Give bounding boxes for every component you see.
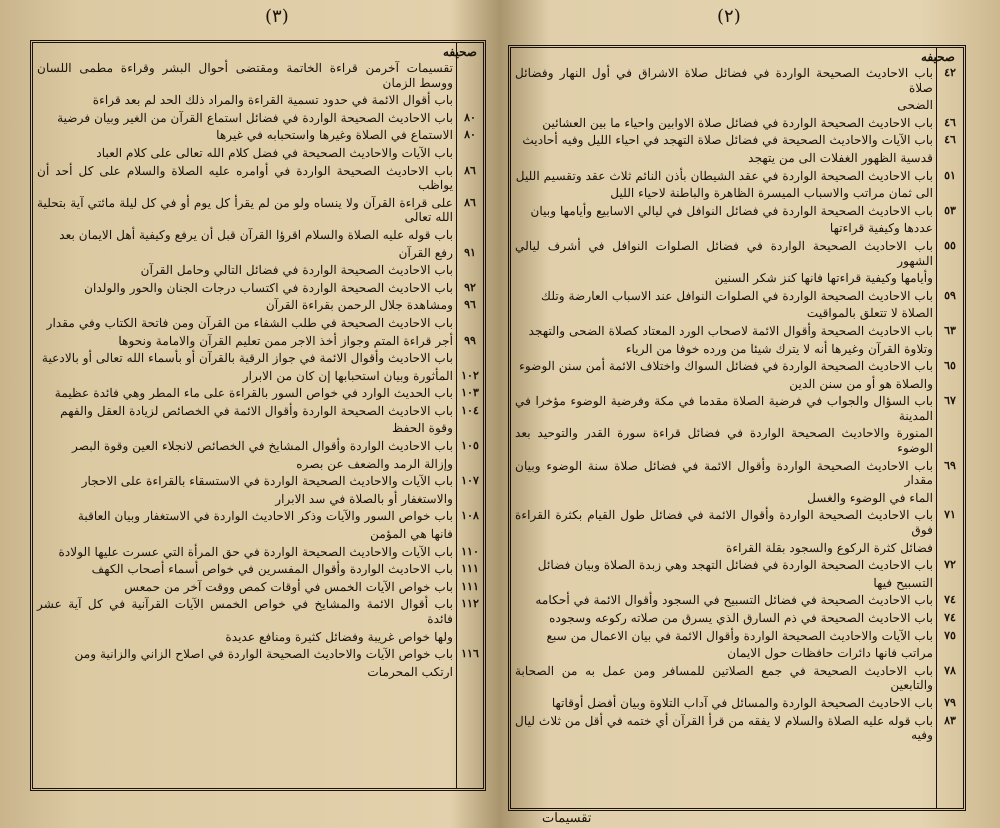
entry-title: باب خواص السور والآيات وذكر الاحاديث الواردة في الاستغفار وبيان العاقبة — [77, 509, 453, 524]
toc-entry — [515, 115, 956, 131]
entry-title: على قراءة القرآن ولا ينساه ولو من لم يقرأ كل يوم أو في كل ليلة مائتي آية بتحلية الله تعالى — [37, 195, 453, 225]
entry-page-number: ١٠٨ — [461, 509, 479, 523]
page-number: (٢) — [717, 6, 741, 27]
toc-entry — [37, 351, 453, 366]
entry-title: والاستغفار أو بالصلاة في سد الابرار — [275, 491, 453, 506]
toc-entry — [515, 306, 933, 321]
entry-title: باب الآيات والاحاديث الصحيحة في فضائل صلاة التهجد في احياء الليل وفيه أحاديث — [522, 133, 933, 148]
entry-page-number: ٩٩ — [464, 333, 476, 347]
entry-title: باب الاحاديث الصحيحة الواردة في اكتساب درجات الجنان والحور والولدان — [84, 280, 453, 295]
entry-title: ومشاهدة جلال الرحمن بقراءة القرآن — [265, 298, 453, 313]
toc-entry — [37, 457, 453, 472]
entry-title: ولها خواص غريبة وفضائل كثيرة ومنافع عديدة — [225, 629, 453, 644]
entry-page-number: ٧٨ — [944, 663, 956, 677]
entry-page-number: ٤٢ — [944, 66, 956, 79]
toc-entry — [515, 713, 956, 743]
entry-page-number: ١٠٣ — [461, 386, 479, 400]
entry-title: رفع القرآن — [398, 245, 453, 260]
entry-page-number: ٩٢ — [464, 280, 476, 294]
toc-entry — [515, 323, 956, 339]
entry-title: فضائل كثرة الركوع والسجود بقلة القراءة — [726, 540, 933, 555]
toc-entry — [515, 593, 956, 608]
entry-page-number: ٧٤ — [944, 611, 956, 624]
entry-title: قدسية الظهور الغفلات الى من يتهجد — [748, 150, 933, 165]
entry-title: الى ثمان مراتب والاسباب الميسرة الظاهرة والباطنة لاحياء الليل — [610, 186, 933, 201]
entry-page-number: ٨٣ — [944, 713, 956, 727]
entry-page-number: ١١٢ — [461, 597, 479, 611]
entry-title: فانها هي المؤمن — [370, 527, 453, 542]
entry-title: الماء في الوضوء والغسل — [807, 490, 933, 505]
toc-entry — [37, 228, 453, 243]
entry-page-number: ٤٦ — [944, 115, 956, 129]
entry-page-number: ٧٥ — [944, 628, 956, 642]
toc-entry — [37, 544, 479, 560]
toc-entry — [37, 579, 479, 595]
toc-entry — [515, 695, 956, 711]
entry-title: باب خواص الآيات الخمس في أوقات كمص ووقت آخر من حمعس — [124, 579, 453, 594]
toc-entry — [37, 280, 476, 296]
entry-title: باب أقوال الائمة في حدود تسمية القراءة والمراد ذلك الحد لم بعد قراءة — [92, 93, 453, 108]
toc-entry — [515, 342, 933, 357]
entry-title: وتلاوة القرآن وغيرها أنه لا يترك شيئا من ورده خوفا من الرياء — [625, 341, 933, 356]
entry-title: باب الاحاديث الصحيحة الواردة في فضائل التهجد وهي زبدة الصلاة وبيان فضائل — [537, 558, 933, 573]
toc-entry — [515, 646, 933, 661]
entry-page-number: ٦٣ — [944, 323, 956, 337]
entry-page-number: ١١١ — [461, 579, 479, 593]
entry-title: باب الاحاديث الصحيحة الواردة والمسائل في آداب التلاوة وبيان أفضل أوقاتها — [551, 695, 933, 710]
entry-title: باب الاحاديث الصحيحة في فضائل التسبيح في السجود وأقوال الائمة في أحكامه — [535, 593, 933, 608]
entry-title: أجر قراءة المتم وجواز أخذ الاجر ممن تعليم القرآن والامامة ونحوها — [118, 333, 453, 348]
entry-title: باب قوله عليه الصلاة والسلام لا يفقه من قرأ القرآن أي ختمه في أقل من ثلاث ليال وفيه — [515, 713, 933, 743]
entry-title: باب الآيات والاحاديث الصحيحة الواردة وأقوال الائمة في بيان الاعمال من سبع — [546, 628, 933, 643]
catchword: تقسيمات — [542, 811, 592, 826]
toc-entry — [37, 93, 453, 108]
entry-page-number: ١٠٥ — [461, 439, 479, 453]
entry-title: التسبيح فيها — [873, 575, 933, 590]
toc-entry — [37, 298, 476, 313]
entry-title: المأثورة وبيان استحبابها إن كان من الابرار — [242, 368, 453, 383]
entry-page-number: ٨٠ — [464, 128, 476, 142]
toc-entry — [37, 195, 476, 225]
toc-entry — [515, 98, 933, 113]
entry-page-number: ٦٧ — [944, 394, 956, 408]
toc-entry — [515, 426, 933, 455]
entry-title: عددها وكيفية قراءتها — [829, 221, 933, 236]
toc-entry — [37, 665, 453, 680]
toc-entry — [515, 359, 956, 374]
entry-title: وإزالة الرمد والضعف عن بصره — [296, 456, 453, 471]
entry-page-number: ٥١ — [944, 168, 956, 182]
entry-title: تقسيمات آخرمن قراءة الخاتمة ومقتضى أحوال البشر وقراءة مطمى اللسان ووسط الزمان — [37, 61, 453, 90]
entry-page-number: ٧٤ — [944, 593, 956, 607]
entry-page-number: ٥٣ — [944, 203, 956, 217]
toc-entry — [37, 647, 479, 662]
toc-entry — [37, 562, 479, 577]
toc-entry — [37, 146, 453, 161]
toc-entry — [515, 271, 933, 286]
entry-title: باب الحديث الوارد في خواص السور بالقراءة على ماء المطر وهي فائدة عظيمة — [54, 386, 453, 401]
entry-title: باب الاحاديث الصحيحة الواردة في الصلوات النوافل عند الاسباب العارضة وتلك — [541, 288, 933, 303]
toc-entry — [515, 576, 933, 591]
entry-title: باب الاحاديث الصحيحة الواردة في فضائل صلاة الاوابين واحياء ما بين العشائين — [542, 115, 933, 130]
page-number: (٣) — [265, 6, 289, 27]
entry-title: باب خواص الآيات والاحاديث الصحيحة الواردة في اصلاح الزاني والزانية ومن — [74, 647, 453, 662]
left-page — [0, 0, 498, 828]
entry-title: باب الاحاديث الواردة وأقوال المشايخ في الخصائص لانجلاء العين وقوة البصر — [72, 439, 453, 454]
entry-title: باب الآيات والاحاديث الصحيحة الواردة في حق المرأة التي عسرت عليها الولادة — [58, 544, 453, 559]
entry-title: باب الاحاديث الصحيحة الواردة وأقوال الائمة في الخصائص لزيادة العقل والفهم — [60, 403, 453, 418]
toc-entry — [515, 628, 956, 644]
entry-page-number: ١٠٤ — [461, 403, 479, 417]
column-header: صحيفه — [442, 45, 477, 59]
entry-page-number: ٦٥ — [944, 359, 956, 373]
entry-title: باب الآيات والاحاديث الصحيحة الواردة في الاستسقاء بالقراءة على الاحجار — [81, 474, 453, 489]
toc-entry — [37, 263, 453, 278]
toc-entry — [37, 630, 453, 645]
toc-entry — [37, 439, 479, 454]
toc-entry — [515, 558, 956, 573]
toc-entry — [515, 377, 933, 392]
toc-entries — [515, 66, 956, 804]
entry-page-number: ٩٦ — [464, 298, 476, 312]
toc-entry — [515, 133, 956, 148]
entry-title: باب الاحاديث الصحيحة في جمع الصلاتين للمسافر ومن عمل به من الصحابة والتابعين — [515, 663, 933, 693]
toc-entry — [515, 458, 956, 488]
entry-page-number: ٧٩ — [944, 695, 956, 709]
entry-title: باب الاحاديث الصحيحة الواردة في فضائل استماع القرآن من الغير وبيان فرضية — [57, 110, 453, 125]
toc-entry — [515, 508, 956, 538]
toc-entry — [37, 368, 479, 384]
entry-title: مراتب فانها دائرات حافظات حول الايمان — [727, 646, 933, 661]
entry-title: باب الاحاديث الواردة وأقوال المفسرين في خواص أسماء أصحاب الكهف — [91, 562, 453, 577]
toc-entry — [515, 66, 956, 95]
toc-entry — [37, 110, 476, 126]
toc-entry — [37, 245, 476, 261]
entry-title: باب السؤال والجواب في فرضية الصلاة مقدما في مكة وفرضية الوضوء مؤخرا في المدينة — [515, 394, 933, 423]
toc-entry — [37, 386, 479, 401]
toc-entry — [515, 611, 956, 626]
entry-title: ارتكب المحرمات — [367, 664, 453, 679]
entry-title: باب الاحاديث الصحيحة الواردة في عقد الشيطان بأذن النائم ثلاث عقد وتقسيم الليل — [515, 168, 933, 183]
entry-title: وقوة الحفظ — [392, 421, 453, 436]
right-page — [502, 0, 1000, 828]
toc-entry — [37, 421, 453, 436]
entry-title: باب الاحاديث الصحيحة وأقوال الائمة لاصحاب الورد المعتاد كصلاة الضحى والتهجد — [528, 323, 933, 338]
toc-entry — [37, 316, 453, 331]
entry-title: باب الاحاديث الصحيحة الواردة في فضائل النوافل في ليالي الاسابيع وأيامها وبيان — [530, 203, 933, 218]
toc-entry — [37, 403, 479, 419]
toc-entry — [37, 597, 479, 626]
toc-entry — [37, 509, 479, 524]
entry-title: الاستماع في الصلاة وغيرها واستحبابه في غيرها — [216, 128, 453, 143]
entry-title: الصلاة لا تتعلق بالمواقيت — [806, 306, 933, 321]
entry-page-number: ١١٠ — [461, 544, 479, 558]
page-frame — [30, 40, 486, 791]
page-number-column — [936, 48, 963, 808]
entry-title: باب الاحاديث الصحيحة الواردة في أوامره عليه الصلاة والسلام على كل أحد أن يواظب — [37, 163, 453, 193]
entry-title: باب الاحاديث الصحيحة الواردة وأقوال الائمة في فضائل طول القيام بكثرة القراءة فوق — [515, 508, 933, 538]
entry-page-number: ٥٥ — [944, 238, 956, 252]
entry-page-number: ١١٦ — [461, 647, 479, 661]
toc-entry — [515, 151, 933, 166]
entry-title: باب قوله عليه الصلاة والسلام اقرؤا القرآن قبل أن يرفع وكيفية أهل الايمان بعد — [59, 227, 453, 242]
entry-title: باب الاحاديث الصحيحة الواردة في فضائل السواك واختلاف الائمة أمن سنن الوضوء — [519, 359, 933, 374]
entry-title: باب الاحاديث الصحيحة الواردة وأقوال الائمة في فضائل صلاة سنة الوضوء وبيان مقدار — [515, 458, 933, 488]
entry-title: وأيامها وكيفية قراءتها فانها كنز شكر السنين — [714, 271, 933, 286]
toc-entry — [515, 663, 956, 693]
toc-entry — [37, 163, 476, 193]
toc-entry — [515, 288, 956, 304]
toc-entry — [37, 61, 453, 90]
entry-page-number: ٨٠ — [464, 110, 476, 124]
toc-entry — [515, 541, 933, 556]
toc-entry — [515, 394, 956, 423]
toc-entry — [515, 221, 933, 236]
toc-entry — [37, 527, 453, 542]
toc-entry — [515, 168, 956, 184]
page-frame — [508, 45, 966, 811]
entry-title: باب الاحاديث الصحيحة الواردة في فضائل الصلوات النوافل في أشرف ليالي الشهور — [515, 238, 933, 268]
entry-page-number: ٤٦ — [944, 133, 956, 147]
entry-page-number: ٩١ — [464, 245, 476, 259]
toc-entry — [37, 492, 453, 507]
entry-title: باب الاحاديث الصحيحة في طلب الشفاء من القرآن ومن فاتحة الكتاب وفي مقدار — [46, 315, 453, 330]
entry-title: باب الاحاديث الصحيحة الواردة في فضائل التالي وحامل القرآن — [140, 263, 453, 278]
entry-page-number: ١٠٧ — [461, 474, 479, 488]
toc-entry — [515, 491, 933, 506]
entry-page-number: ٧٢ — [944, 558, 956, 572]
entry-page-number: ٧١ — [944, 508, 956, 522]
entry-title: باب أقوال الائمة والمشايخ في خواص الخمس الآيات القرآنية في كل آية عشر فائدة — [37, 597, 453, 626]
toc-entry — [37, 474, 479, 489]
entry-title: المنورة والاحاديث الصحيحة الواردة في فضائل قراءة سورة القدر والتوحيد بعد الوضوء — [515, 426, 933, 456]
entry-page-number: ١٠٢ — [461, 368, 479, 382]
entry-page-number: ١١١ — [461, 562, 479, 576]
toc-entry — [515, 186, 933, 201]
entry-title: باب الآيات والاحاديث الصحيحة في فضل كلام الله تعالى على كلام العباد — [96, 145, 453, 160]
column-header: صحيفه — [920, 50, 955, 64]
entry-title: باب الاحاديث وأقوال الائمة في جواز الرقية بالقرآن أو بأسماء الله تعالى أو بالادعية — [41, 351, 453, 366]
entry-page-number: ٨٦ — [464, 195, 476, 209]
entry-page-number: ٦٩ — [944, 458, 956, 472]
toc-entry — [515, 238, 956, 268]
toc-entry — [37, 128, 476, 143]
toc-entry — [37, 333, 476, 349]
entry-page-number: ٥٩ — [944, 288, 956, 302]
toc-entry — [515, 203, 956, 219]
entry-title: باب الاحاديث الصحيحة الواردة في فضائل صلاة الاشراق في أول النهار وفضائل صلاة — [515, 66, 933, 95]
entry-title: والصلاة هو أو من سنن الدين — [789, 376, 933, 391]
toc-entries — [37, 61, 479, 784]
entry-title: الضحى — [897, 98, 933, 113]
entry-page-number: ٨٦ — [464, 163, 476, 177]
entry-title: باب الاحاديث الصحيحة في ذم السارق الذي يسرق من صلاته ركوعه وسجوده — [549, 611, 933, 625]
